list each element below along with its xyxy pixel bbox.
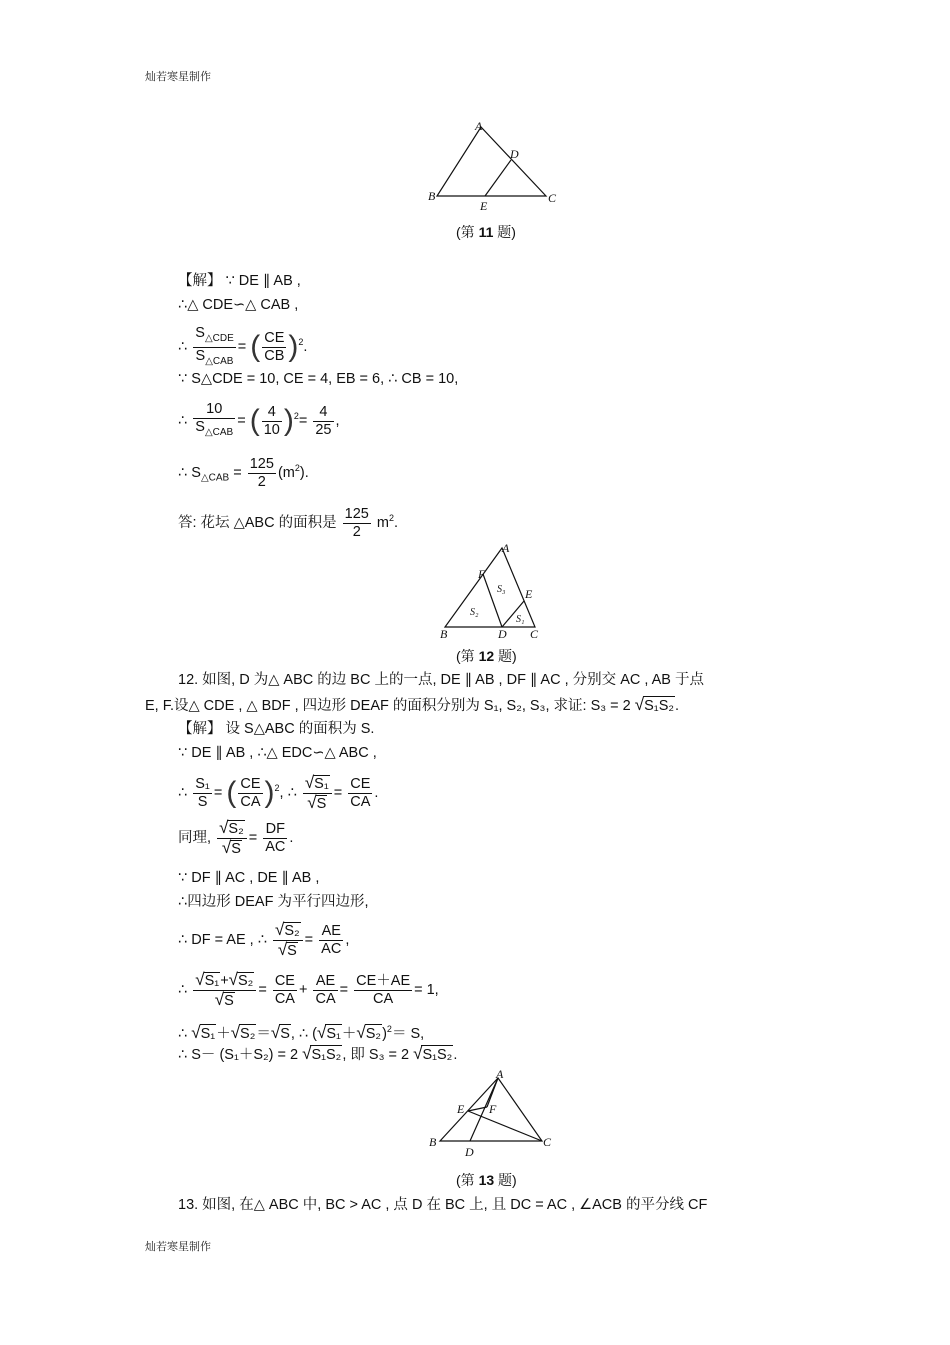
sol11-line4: ∵ S△CDE = 10, CE = 4, EB = 6, ∴ CB = 10,	[178, 371, 459, 387]
svg-text:E: E	[457, 1102, 465, 1116]
figure-13-caption: (第 13 题)	[456, 1172, 517, 1188]
svg-text:S₃: S₃	[497, 584, 506, 595]
svg-text:A: A	[496, 1068, 504, 1081]
q12-step2: ∴ $\frac{\text{S₁}}{S}$ = ( $\frac{CE}{CA}$ )$^2$, ∴ $\frac{\text{√S₁}}{√S}$ = $\frac{CE}{CA}$ .	[178, 772, 379, 812]
q12-step3: 同理, $\frac{\text{√S₂}}{√S}$ = $\frac{DF}{AC}$ .	[178, 817, 294, 857]
sol11-answer: 答: 花坛 △ABC 的面积是 $\frac{125}{2}$ $m^2$.	[178, 505, 398, 540]
svg-text:A: A	[502, 541, 510, 555]
page-footer: 灿若寒星制作	[145, 1241, 211, 1253]
q13-line1: 13. 如图, 在△ ABC 中, BC > AC , 点 D 在 BC 上, 且 DC = AC , ∠ACB 的平分线 CF	[178, 1197, 708, 1213]
figure-12-caption: (第 12 题)	[456, 648, 517, 664]
figure-11-caption: (第 11 题)	[456, 224, 516, 240]
q12-step7: ∴ $\frac{\text{√S₁+√S₂}}{√S}$ = $\frac{CE}{CA}$ + $\frac{AE}{CA}$ = $\frac{CE+AE}{CA}$ = 1,	[178, 969, 439, 1009]
svg-text:F: F	[489, 1102, 497, 1116]
svg-text:F: F	[478, 567, 486, 581]
svg-text:S₂: S₂	[470, 607, 479, 618]
q12-step9: ∴ S－ (S₁＋S₂) = 2 √S₁S₂, 即 S₃ = 2 √S₁S₂.	[178, 1044, 458, 1063]
q12-step1: ∵ DE ∥ AB , ∴△ EDC∽△ ABC ,	[178, 745, 377, 761]
q12-step4: ∵ DF ∥ AC , DE ∥ AB ,	[178, 870, 320, 886]
figure-12	[436, 540, 551, 640]
q12-step8: ∴ √S₁＋√S₂＝√S, ∴ $(√S_1+√S_2)^2= S$,	[178, 1022, 425, 1042]
page-header: 灿若寒星制作	[145, 71, 211, 83]
q12-step5: ∴四边形 DEAF 为平行四边形,	[178, 894, 369, 910]
svg-text:D: D	[510, 147, 519, 161]
figure-13	[425, 1068, 560, 1158]
figure-11	[420, 118, 560, 210]
svg-text:B: B	[440, 627, 448, 640]
sol11-line2: ∴△ CDE∽△ CAB ,	[178, 297, 299, 313]
sol11-line1: 【解】 ∵ DE ∥ AB ,	[178, 273, 301, 289]
q12-line2: E, F.设△ CDE , △ BDF , 四边形 DEAF 的面积分别为 S₁, S₂, S₃, 求证: S₃ = 2 √S₁S₂.	[145, 695, 680, 714]
q12-line1: 12. 如图, D 为△ ABC 的边 BC 上的一点, DE ∥ AB , DF ∥ AC , 分别交 AC , AB 于点	[178, 672, 704, 688]
q12-solution-intro: 【解】 设 S△ABC 的面积为 S.	[178, 721, 375, 737]
svg-text:E: E	[525, 587, 533, 601]
svg-text:C: C	[530, 627, 539, 640]
svg-text:D: D	[465, 1145, 474, 1158]
svg-text:C: C	[548, 191, 557, 205]
svg-text:S₁: S₁	[516, 614, 525, 625]
q12-step6: ∴ DF = AE , ∴ $\frac{\text{√S₂}}{√S}$ = $\frac{AE}{AC}$ ,	[178, 919, 350, 959]
sol11-line5: ∴ $\frac{10}{S_{\triangle CAB}}$ = ( $\frac{4}{10}$ )$^2$= $\frac{4}{25}$ ,	[178, 401, 340, 438]
svg-text:E: E	[480, 199, 488, 210]
svg-text:B: B	[429, 1135, 437, 1149]
svg-text:D: D	[498, 627, 507, 640]
sol11-line3: ∴ $\frac{S_{\triangle CDE}}{S_{\triangle CAB}}$ = ( $\frac{CE}{CB}$ )$^2$.	[178, 324, 308, 367]
svg-text:B: B	[428, 189, 436, 203]
svg-text:A: A	[475, 119, 483, 133]
sol11-line6: ∴ $S_{\triangle CAB}$ = $\frac{125}{2}$ $(m^2)$.	[178, 455, 309, 490]
svg-text:C: C	[543, 1135, 552, 1149]
